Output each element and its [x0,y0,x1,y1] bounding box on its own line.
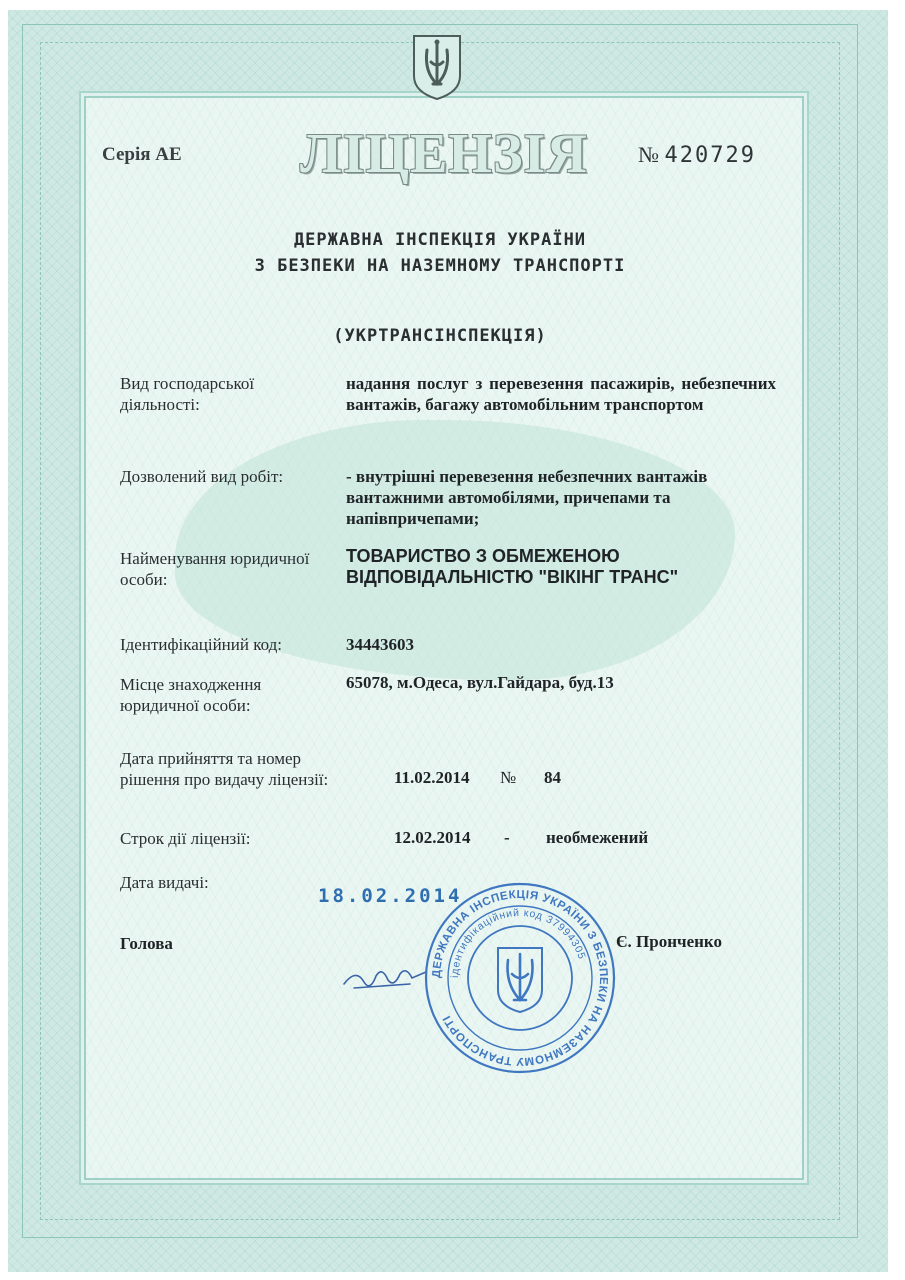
decision-date: 11.02.2014 [394,768,470,787]
issuer-line-2: З БЕЗПЕКИ НА НАЗЕМНОМУ ТРАНСПОРТІ [254,256,626,276]
location-label: Місце знаходження юридичної особи: [120,675,262,715]
issue-date-stamp: 18.02.2014 [318,885,463,907]
handwritten-signature [340,958,430,998]
document-title: ЛІЦЕНЗІЯ [300,123,588,185]
work-type-label: Дозволений вид робіт: [120,467,284,486]
validity-from: 12.02.2014 [394,828,471,847]
issue-date-label: Дата видачі: [120,873,209,892]
location-value: 65078, м.Одеса, вул.Гайдара, буд.13 [346,673,614,692]
activity-label: Вид господарської діяльності: [120,374,255,414]
number-value: 420729 [664,143,756,168]
decision-number-sign: № [500,768,517,787]
entity-name-label: Найменування юридичної особи: [120,549,310,589]
decision-number: 84 [544,768,561,787]
id-code-value: 34443603 [346,635,414,654]
seal-inner-text: ідентифікаційний код 37994305 [448,906,588,979]
official-seal [420,878,620,1078]
seal-outer-text: ДЕРЖАВНА ІНСПЕКЦІЯ УКРАЇНИ З БЕЗПЕКИ НА НАЗЕМНОМУ ТРАНСПОРТІ [430,888,610,1068]
signatory-role: Голова [120,934,173,953]
number-sign: № [638,142,659,167]
series-label: Серія АЕ [102,144,182,165]
coat-of-arms-icon [410,32,464,102]
work-type-value: - внутрішні перевезення небезпечних вантажів вантажними автомобілями, причепами та напівпричепами; [346,467,708,528]
trident-icon [498,948,542,1012]
issuer-short-name: (УКРТРАНСІНСПЕКЦІЯ) [333,326,547,346]
signatory-name: Є. Пронченко [616,932,723,951]
decision-label: Дата прийняття та номер рішення про видачу ліцензії: [120,749,329,789]
id-code-label: Ідентифікаційний код: [120,635,283,654]
license-number [638,142,756,168]
validity-dash: - [504,828,510,847]
validity-label: Строк дії ліцензії: [120,829,251,848]
validity-to: необмежений [546,828,649,847]
entity-name-value: ТОВАРИСТВО З ОБМЕЖЕНОЮ ВІДПОВІДАЛЬНІСТЮ "ВІКІНГ ТРАНС" [346,546,679,587]
issuer-line-1: ДЕРЖАВНА ІНСПЕКЦІЯ УКРАЇНИ [293,230,587,250]
activity-value: надання послуг з перевезення пасажирів, небезпечних вантажів, багажу автомобільним транспортом [346,374,776,414]
